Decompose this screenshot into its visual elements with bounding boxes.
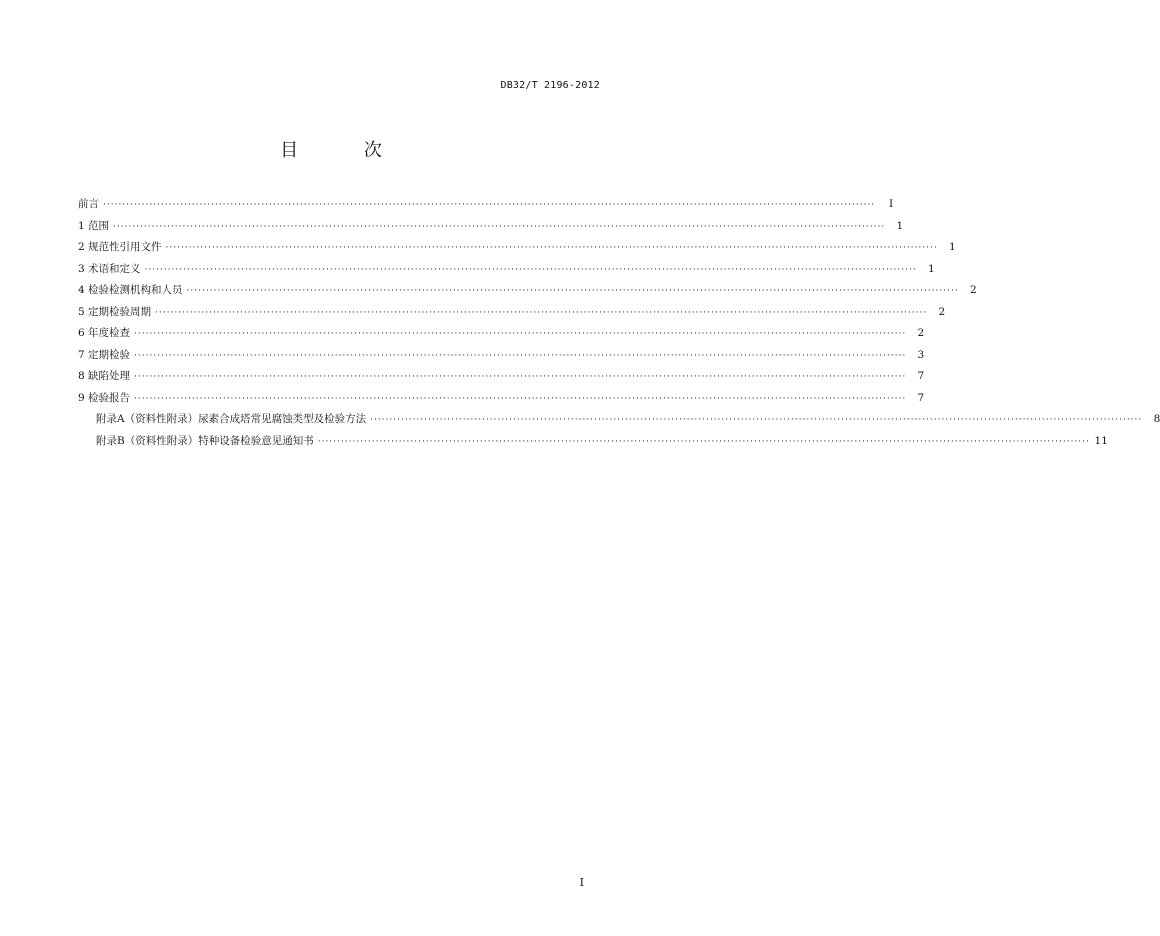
leader-dots: ········································································································································································································: [134, 372, 907, 382]
toc-entry-label: 4 检验检测机构和人员: [78, 284, 183, 296]
toc-entry-label: 7 定期检验: [78, 348, 131, 361]
toc-entry-label: 附录A（资料性附录）尿素合成塔常见腐蚀类型及检验方法: [96, 413, 367, 425]
leader-dots: ········································································································································································································: [370, 415, 1143, 425]
toc-entry-defect-handling[interactable]: [78, 368, 925, 390]
toc-entry-label: 5 定期检验周期: [78, 305, 152, 318]
toc-entry-page: 2: [917, 327, 925, 339]
leader-dots: ········································································································································································································: [134, 329, 907, 339]
toc-entry-page: 11: [1094, 434, 1108, 447]
toc-entry-page: 7: [917, 370, 925, 382]
leader-dots: ········································································································································································································: [155, 307, 928, 318]
leader-dots: ········································································································································································································: [144, 264, 917, 275]
toc-entry-normative-references[interactable]: [78, 239, 956, 261]
leader-dots: ········································································································································································································: [134, 393, 907, 404]
toc-entry-page: 7: [917, 391, 925, 404]
leader-dots: ········································································································································································································: [134, 350, 907, 361]
toc-entry-scope[interactable]: [78, 218, 904, 240]
toc-entry-label: 附录B（资料性附录）特种设备检验意见通知书: [96, 434, 314, 447]
page-number: I: [579, 876, 584, 889]
toc-entry-foreword[interactable]: [78, 196, 894, 218]
toc-entry-label: 1 范围: [78, 219, 110, 232]
leader-dots: ········································································································································································································: [103, 200, 876, 210]
toc-entry-page: I: [889, 198, 894, 210]
toc-entry-page: 2: [938, 305, 946, 318]
toc-entry-page: 1: [949, 241, 956, 253]
toc-entry-inspection-report[interactable]: [78, 390, 925, 412]
leader-dots: ········································································································································································································: [113, 221, 886, 232]
leader-dots: ········································································································································································································: [186, 286, 959, 296]
toc-entry-page: 3: [917, 348, 925, 361]
toc-entry-label: 前言: [78, 198, 99, 210]
toc-entry-inspection-agencies[interactable]: [78, 282, 977, 304]
leader-dots: ········································································································································································································: [165, 243, 938, 253]
toc-entry-appendix-b[interactable]: [78, 433, 1108, 455]
toc-entry-label: 2 规范性引用文件: [78, 241, 162, 253]
toc-entry-appendix-a[interactable]: [78, 411, 1160, 433]
toc-entry-terms-definitions[interactable]: [78, 261, 935, 283]
document-code: DB32/T 2196-2012: [500, 80, 600, 91]
table-of-contents: [78, 196, 1160, 454]
toc-entry-page: 1: [928, 262, 935, 275]
toc-entry-page: 2: [970, 284, 977, 296]
toc-entry-annual-check[interactable]: [78, 325, 925, 347]
toc-entry-label: 9 检验报告: [78, 391, 131, 404]
leader-dots: ········································································································································································································: [317, 436, 1090, 447]
toc-entry-label: 3 术语和定义: [78, 262, 141, 275]
toc-entry-page: 8: [1153, 413, 1160, 425]
toc-entry-page: 1: [896, 219, 904, 232]
toc-entry-label: 6 年度检查: [78, 327, 131, 339]
toc-entry-inspection-period[interactable]: [78, 304, 946, 326]
toc-entry-label: 8 缺陷处理: [78, 370, 131, 382]
toc-entry-periodic-inspection[interactable]: [78, 347, 925, 369]
toc-title: 目 次: [280, 140, 412, 161]
